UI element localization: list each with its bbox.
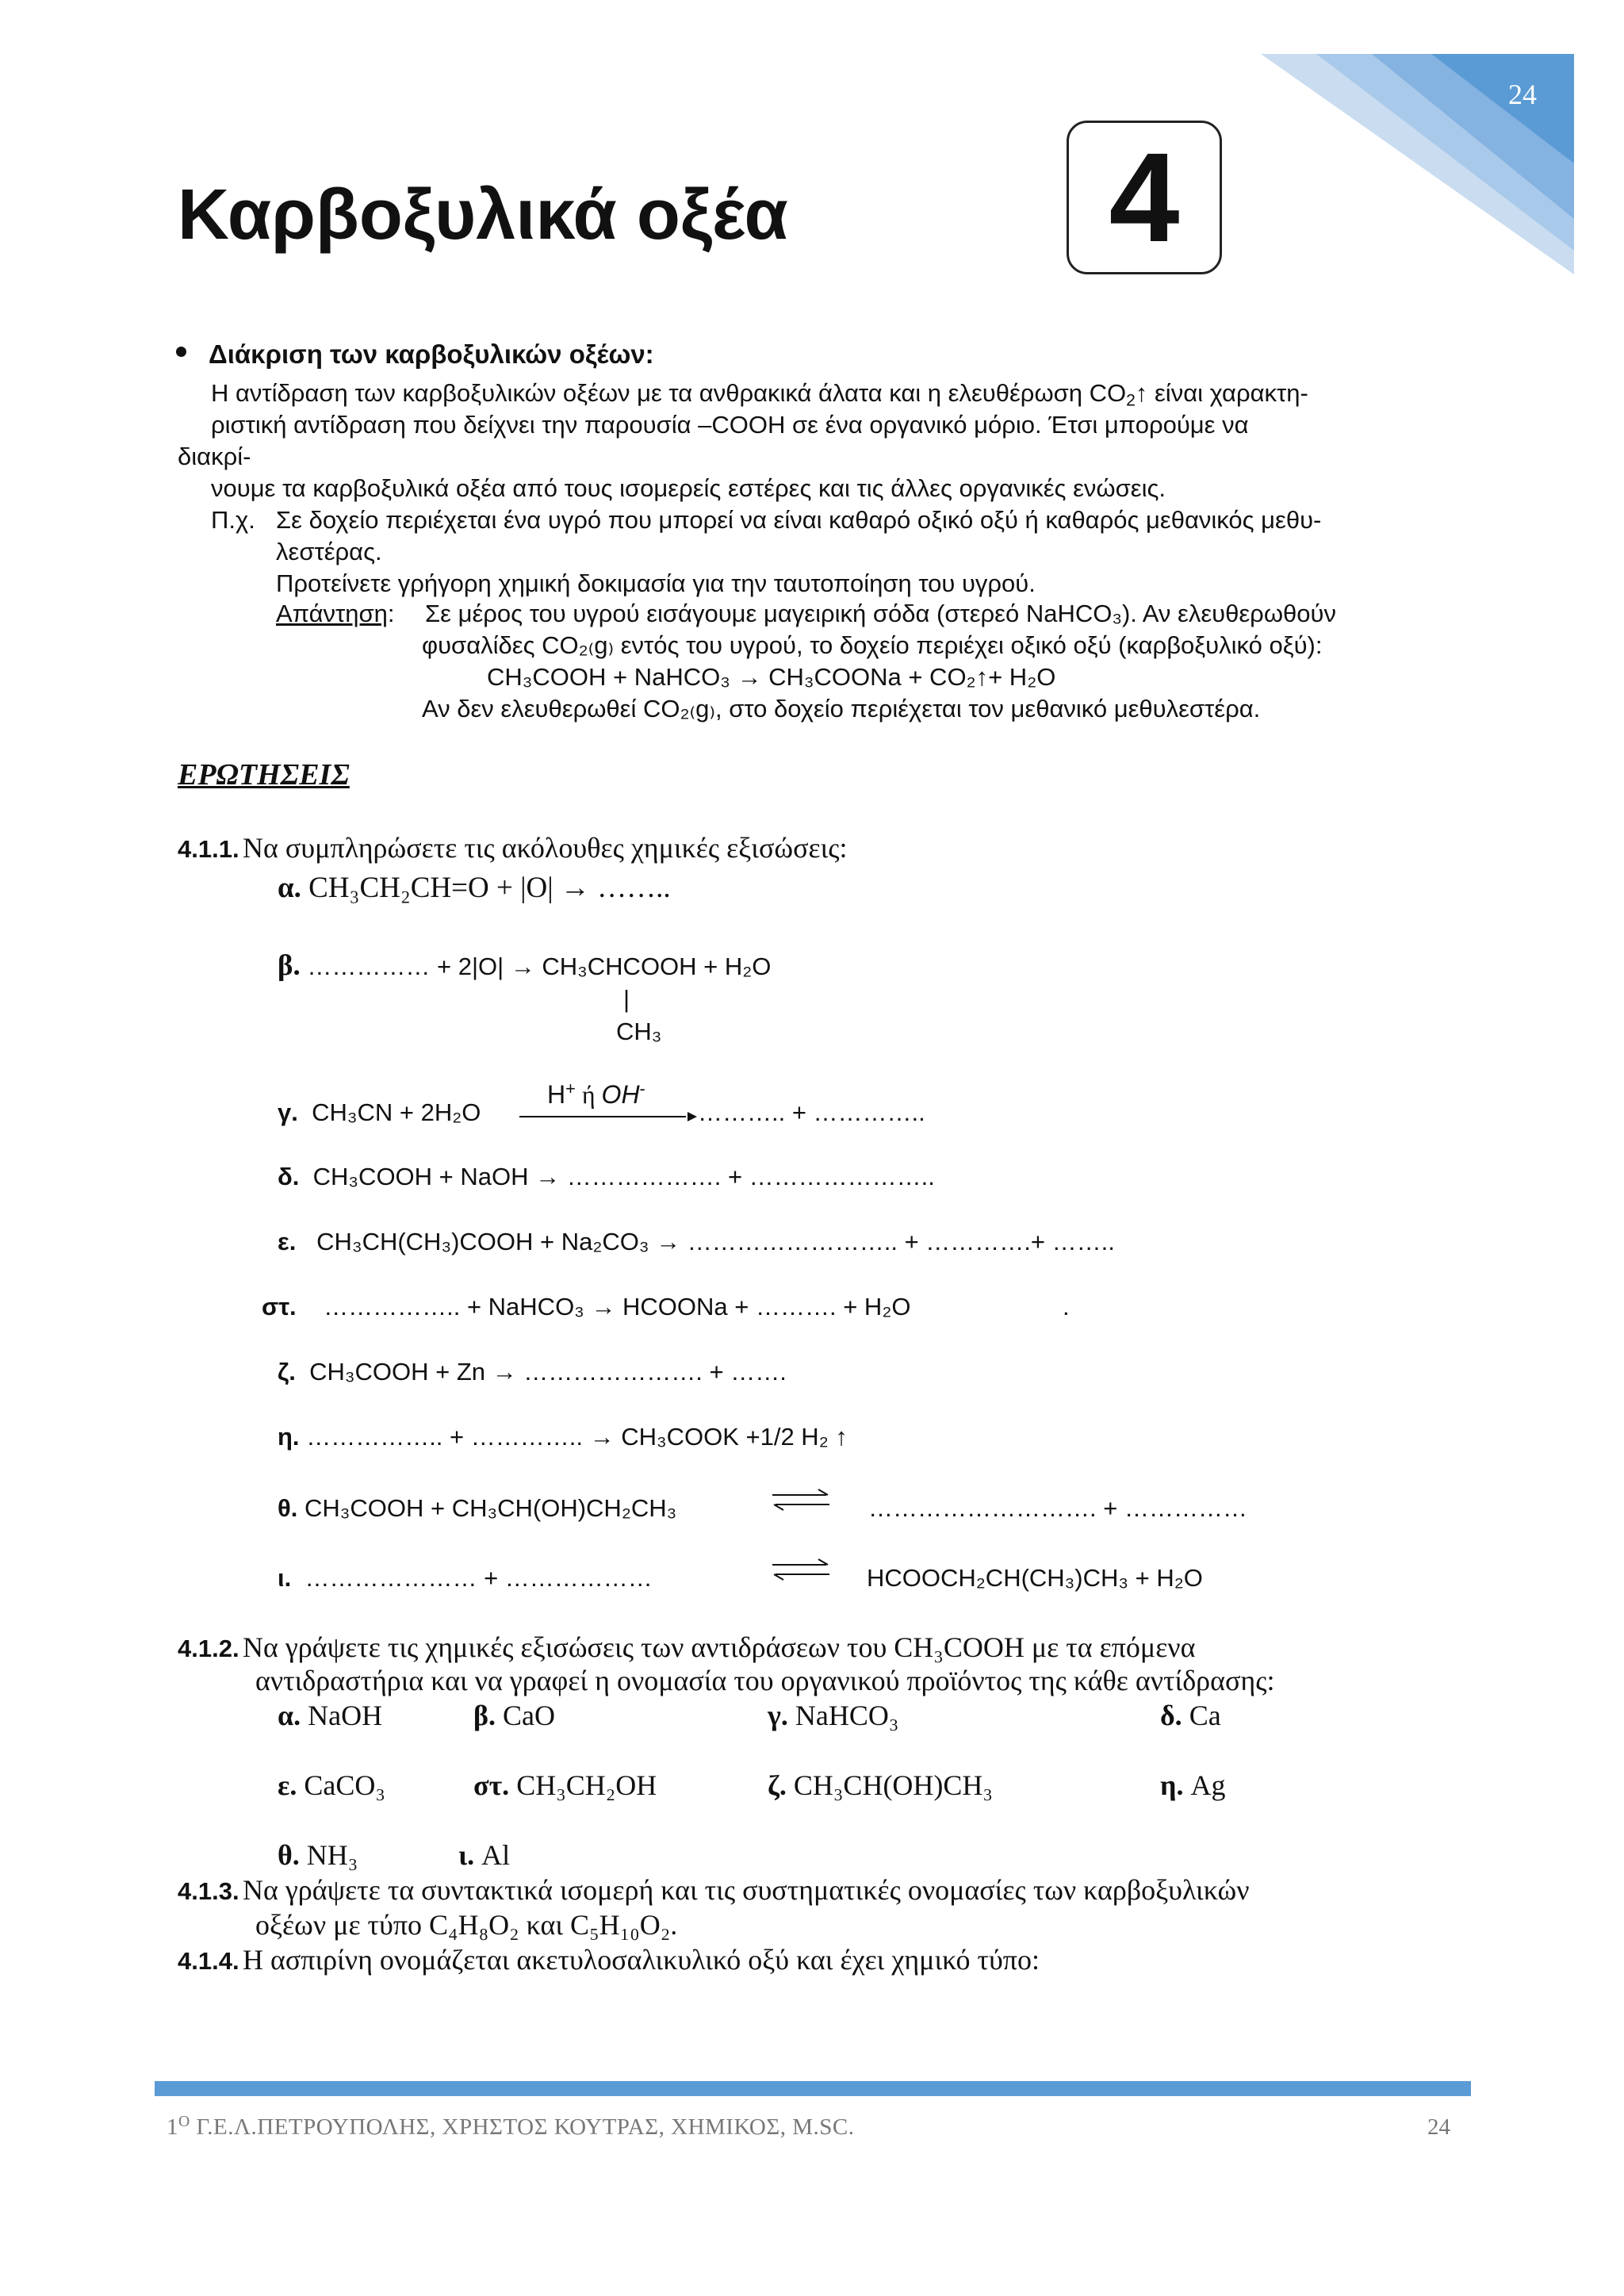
footer-bar [155,2081,1471,2096]
answer-equation: CH₃COOH + NaHCO₃ → CH₃COONa + CO₂↑+ H₂O [487,663,1056,691]
equation-st: στ. …………….. + NaHCO₃ → HCOONa + ………. + H₂O [262,1293,911,1320]
header-page-number: 24 [1508,79,1537,110]
questions-heading: ΕΡΩΤΗΣΕΙΣ [178,758,350,792]
reaction-arrow-icon [519,1109,698,1125]
example-label: Π.χ. [211,506,255,534]
equation-th: θ. CH₃COOH + CH₃CH(OH)CH₂CH₃ [278,1494,677,1522]
equation-b-branch-bond: | [623,985,630,1013]
answer-line: Αν δεν ελευθερωθεί CO₂₍g₎, στο δοχείο περιέχεται τον μεθανικό μεθυλεστέρα. [422,695,1261,723]
equation-e: ε. CH₃CH(CH₃)COOH + Na₂CO₃ → …………………….. + ………….+ …….. [278,1228,1115,1255]
section-paragraph-line: Η αντίδραση των καρβοξυλικών οξέων με τα ανθρακικά άλατα και η ελευθέρωση $CO_2↑$ είναι χαρακτη- [211,379,1308,410]
reagent: γ. NaHCO₃ [768,1700,899,1731]
reagent: δ. Ca [1160,1700,1221,1731]
reagent: ι. Al [458,1839,511,1871]
chapter-number-box [1067,121,1222,274]
chapter-title: Καρβοξυλικά οξέα [178,175,788,255]
example-line: Προτείνετε γρήγορη χημική δοκιμασία για την ταυτοποίηση του υγρού. [276,569,1036,597]
equilibrium-arrow-icon [769,1557,833,1582]
equilibrium-arrow-icon [769,1487,833,1512]
example-line: Σε δοχείο περιέχεται ένα υγρό που μπορεί να είναι καθαρό οξικό οξύ ή καθαρός μεθανικός μεθυ- [276,506,1322,534]
question-4-1-2-line: αντιδραστήρια και να γραφεί η ονομασία του οργανικού προϊόντος της κάθε αντίδρασης: [255,1665,1275,1696]
equation-i-products: HCOOCH₂CH(CH₃)CH₃ + H₂O [867,1564,1203,1592]
equation-c-products: ……….. + ………….. [698,1098,925,1126]
footer-page-number: 24 [1427,2114,1450,2140]
equation-h: η. …………….. + ………….. → CH₃COOK +1/2 H₂ ↑ [278,1423,848,1451]
chapter-number: 4 [1109,126,1180,268]
equation-c: γ. CH₃CN + 2H₂O [278,1098,481,1126]
equation-c-condition: H+ ή OH- [547,1079,645,1109]
answer-line: φυσαλίδες CO₂₍g₎ εντός του υγρού, το δοχείο περιέχει οξικό οξύ (καρβοξυλικό οξύ): [422,631,1323,659]
equation-z: ζ. CH₃COOH + Zn → …………………. + ……. [278,1358,787,1386]
answer-label: Απάντηση: [276,600,395,627]
bullet-icon [176,347,186,357]
question-4-1-4: 4.1.4. Η ασπιρίνη ονομάζεται ακετυλοσαλικυλικό οξύ και έχει χημικό τύπο: [178,1944,1040,1976]
equation-th-products: ………………………. + …………… [868,1494,1247,1522]
section-paragraph-line: νουμε τα καρβοξυλικά οξέα από τους ισομερείς εστέρες και τις άλλες οργανικές ενώσεις. [211,474,1166,502]
section-paragraph-line: διακρί- [178,443,251,470]
equation-i: ι. ………………… + ……………… [278,1564,653,1592]
section-paragraph-line: ριστική αντίδραση που δείχνει την παρουσία –COOH σε ένα οργανικό μόριο. Έτσι μπορούμε να [211,411,1249,439]
reagent: στ. CH₃CH₂OH [473,1769,657,1801]
section-heading: Διάκριση των καρβοξυλικών οξέων: [209,339,654,369]
reagent: θ. NH₃ [278,1839,358,1871]
question-4-1-3: 4.1.3. Να γράψετε τα συντακτικά ισομερή και τις συστηματικές ονομασίες των καρβοξυλικών [178,1874,1250,1906]
question-4-1-3-line: οξέων με τύπο C₄H₈O₂ και C₅H₁₀O₂. [255,1909,678,1941]
reagent: α. NaOH [278,1700,383,1731]
equation-b: β. …………… + 2|O| → CH₃CHCOOH + H₂O [278,949,772,982]
equation-d: δ. CH₃COOH + NaOH → ………………. + ………………….. [278,1163,935,1190]
question-4-1-1: 4.1.1. Να συμπληρώσετε τις ακόλουθες χημικές εξισώσεις: [178,832,848,864]
question-4-1-2: 4.1.2. Να γράψετε τις χημικές εξισώσεις των αντιδράσεων του CH₃COOH με τα επόμενα [178,1631,1196,1663]
equation-a: α. CH₃CH₂CH=O + |O| → …….. [278,872,671,904]
reagent: η. Ag [1160,1769,1226,1801]
equation-st-dot: . [1063,1293,1070,1320]
example-line: λεστέρας. [276,538,382,565]
footer-text: $1^O$ Γ.Ε.Λ.ΠΕΤΡΟΥΠΟΛΗΣ, ΧΡΗΣΤΟΣ ΚΟΥΤΡΑΣ, ΧΗΜΙΚΟΣ, M.SC. [167,2113,855,2140]
equation-b-branch: CH₃ [616,1018,662,1045]
reagent: ε. CaCO₃ [278,1769,385,1801]
reagent: β. CaO [473,1700,555,1731]
answer-line: Σε μέρος του υγρού εισάγουμε μαγειρική σόδα (στερεό ΝaHCO₃). Αν ελευθερωθούν [425,600,1336,627]
reagent: ζ. CH₃CH(OH)CH₃ [768,1769,993,1801]
